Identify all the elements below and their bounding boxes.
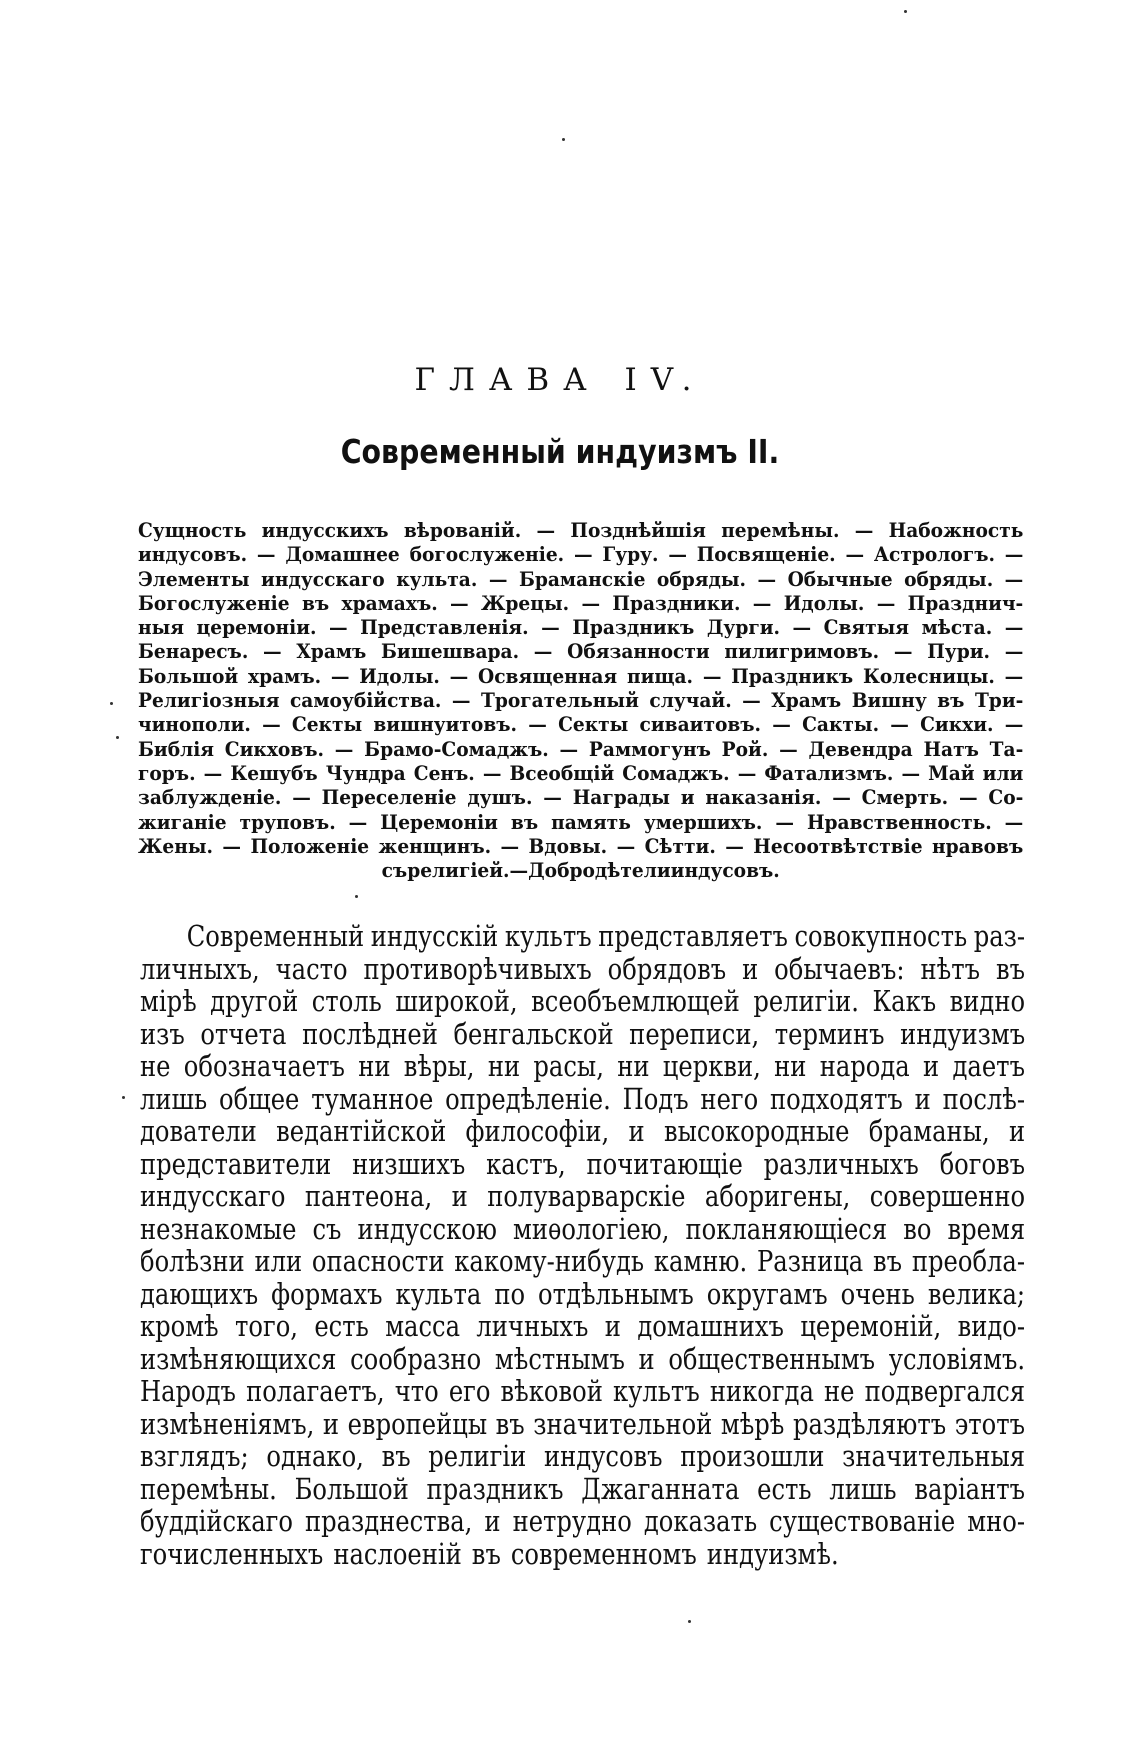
summary-line: чинополи. — Секты вишнуитовъ. — Секты сиваитовъ. — Сакты. — Сикхи. —	[138, 712, 1024, 737]
text-line: гочисленныхъ наслоеній въ современномъ индуизмѣ.	[140, 1536, 839, 1571]
summary-line: съ религіей. — Добродѣтели индусовъ.	[381, 858, 780, 883]
chapter-label: ГЛАВА IV.	[414, 362, 706, 398]
summary-line: Богослуженіе въ храмахъ. — Жрецы. — Праздники. — Идолы. — Празднич-	[138, 590, 1024, 615]
print-speck	[122, 1096, 125, 1099]
print-speck	[116, 736, 119, 739]
summary-line: Бенаресъ. — Храмъ Бишешвара. — Обязанности пилигримовъ. — Пури. —	[138, 639, 1024, 664]
summary-line: Элементы индусскаго культа. — Браманскіе обряды. — Обычные обряды. —	[138, 566, 1024, 591]
text-line: личныхъ, часто противорѣчивыхъ обрядовъ и обычаевъ: нѣтъ въ	[140, 951, 1026, 986]
text-line: измѣненіямъ, и европейцы въ значительной мѣрѣ раздѣляютъ этотъ	[140, 1406, 1026, 1441]
text-line: взглядъ; однако, въ религіи индусовъ произошли значительныя	[140, 1439, 1026, 1473]
chapter-title: Современный индуизмъ II.	[340, 432, 780, 471]
text-line: Народъ полагаетъ, что его вѣковой культъ никогда не подвергался	[140, 1374, 1026, 1408]
text-line: измѣняющихся сообразно мѣстнымъ и общественнымъ условіямъ.	[140, 1341, 1026, 1376]
print-speck	[904, 10, 907, 13]
text-line: представители низшихъ кастъ, почитающіе различныхъ боговъ	[140, 1146, 1026, 1181]
print-speck	[355, 895, 358, 898]
text-line: болѣзни или опасности какому-нибудь камню. Разница въ преобла-	[140, 1244, 1026, 1278]
summary-line: Религіозныя самоубійства. — Трогательный случай. — Храмъ Вишну въ Три-	[138, 688, 1024, 713]
text-line: дающихъ формахъ культа по отдѣльнымъ округамъ очень велика;	[140, 1276, 1026, 1311]
print-speck	[110, 702, 113, 705]
summary-line: Библія Сикховъ. — Брамо-Сомаджъ. — Раммогунъ Рой. — Девендра Натъ Та-	[138, 736, 1024, 761]
summary-line: индусовъ. — Домашнее богослуженіе. — Гуру. — Посвященіе. — Астрологъ. —	[138, 542, 1024, 567]
text-line: не обозначаетъ ни вѣры, ни расы, ни церкви, ни народа и даетъ	[140, 1049, 1025, 1083]
print-speck	[688, 1620, 691, 1623]
text-line: перемѣны. Большой праздникъ Джаганната есть лишь варіантъ	[140, 1471, 1026, 1506]
text-line: незнакомые съ индусскою миѳологіею, покланяющіеся во время	[140, 1211, 1026, 1246]
text-line: Современный индусскій культъ представляетъ совокупность раз-	[186, 919, 1026, 953]
text-line: лишь общее туманное опредѣленіе. Подъ него подходятъ и послѣ-	[140, 1081, 1026, 1116]
text-line: мірѣ другой столь широкой, всеобъемлющей религіи. Какъ видно	[140, 984, 1026, 1018]
summary-line: жиганіе труповъ. — Церемоніи въ память умершихъ. — Нравственность. —	[138, 809, 1024, 834]
print-speck	[562, 138, 565, 141]
summary-line: заблужденіе. — Переселеніе душъ. — Награды и наказанія. — Смерть. — Со-	[138, 785, 1024, 810]
summary-line: Большой храмъ. — Идолы. — Освященная пища. — Праздникъ Колесницы. —	[138, 663, 1024, 688]
summary-line: Сущность индусскихъ вѣрованій. — Позднѣйшія перемѣны. — Набожность	[138, 518, 1024, 542]
text-line: изъ отчета послѣдней бенгальской переписи, терминъ индуизмъ	[140, 1016, 1026, 1051]
text-line: буддійскаго празднества, и нетрудно доказать существованіе мно-	[140, 1504, 1026, 1538]
text-line: дователи ведантійской философіи, и высокородные браманы, и	[140, 1114, 1026, 1148]
body-paragraph	[140, 920, 1025, 1570]
summary-line: горъ. — Кешубъ Чундра Сенъ. — Всеобщій Сомаджъ. — Фатализмъ. — Май или	[138, 760, 1024, 785]
summary-line: ныя церемоніи. — Представленія. — Праздникъ Дурги. — Святыя мѣста. —	[138, 615, 1024, 640]
text-line: индусскаго пантеона, и полуварварскіе аборигены, совершенно	[140, 1179, 1026, 1213]
summary-line: Жены. — Положеніе женщинъ. — Вдовы. — Сѣтти. — Несоотвѣтствіе нравовъ	[138, 833, 1024, 858]
chapter-summary	[138, 518, 1024, 882]
text-line: кромѣ того, есть масса личныхъ и домашнихъ церемоній, видо-	[140, 1309, 1026, 1343]
